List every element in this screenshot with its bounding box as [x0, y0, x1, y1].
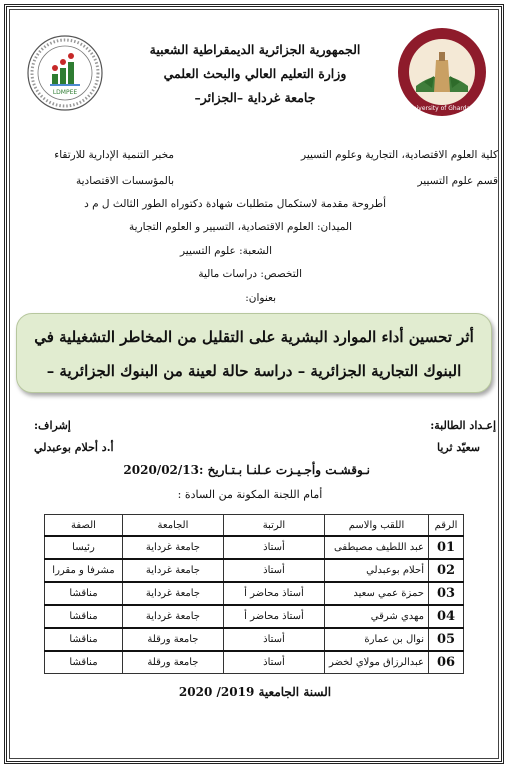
table-row: [45, 605, 464, 628]
header-university: الجامعة: [122, 515, 223, 537]
header-rank: الرتبة: [223, 515, 324, 537]
thesis-title-line1: أثر تحسين أداء الموارد البشرية على التقليل من المخاطر التشغيلية في: [34, 328, 474, 346]
ministry-name: وزارة التعليم العالي والبحث العلمي: [163, 66, 347, 81]
row-name: عبد اللطيف مصيطفى: [324, 536, 428, 559]
department-name: قسم علوم التسيير: [417, 175, 498, 187]
row-rank: أستاذ: [223, 559, 324, 582]
row-name: عبدالرزاق مولاي لخضر: [324, 651, 428, 674]
student-label: إعـداد الطالبة:: [430, 419, 496, 432]
thesis-specialty: التخصص: دراسات مالية: [198, 268, 302, 280]
row-university: جامعة غرداية: [122, 536, 223, 559]
university-seal-icon: [396, 26, 488, 118]
lab-seal-caption: LDMPEE: [52, 89, 78, 96]
row-rank: أستاذ محاضر أ: [223, 605, 324, 628]
row-number: 05: [429, 628, 464, 651]
row-name: أحلام بوعبدلي: [324, 559, 428, 582]
row-rank: أستاذ: [223, 536, 324, 559]
committee-table: [44, 514, 464, 674]
thesis-branch: الشعبة: علوم التسيير: [179, 245, 272, 257]
committee-label: أمام اللجنة المكونة من السادة :: [177, 488, 323, 501]
row-university: جامعة غرداية: [122, 559, 223, 582]
row-role: مناقشا: [45, 582, 123, 605]
table-header-row: [45, 515, 464, 537]
table-row: [45, 559, 464, 582]
row-role: مشرفا و مقررا: [45, 559, 123, 582]
republic-name: الجمهورية الجزائرية الديمقراطية الشعبية: [149, 42, 361, 57]
row-name: حمزة عمي سعيد: [324, 582, 428, 605]
header-number: الرقم: [429, 515, 464, 537]
defense-date: نـوقشـت وأجـيـزت عـلنـا بـتـاريخ :2020/02/13: [123, 463, 370, 477]
row-university: جامعة غرداية: [122, 605, 223, 628]
university-name: جامعة غرداية –الجزائر–: [194, 90, 316, 105]
row-rank: أستاذ محاضر أ: [223, 582, 324, 605]
academic-year: السنة الجامعية 2019/ 2020: [178, 685, 332, 699]
row-number: 02: [429, 559, 464, 582]
row-role: مناقشا: [45, 628, 123, 651]
supervisor-name: أ.د أحلام بوعبدلي: [34, 441, 114, 454]
row-number: 06: [429, 651, 464, 674]
lab-seal-icon: [26, 34, 104, 112]
thesis-title-label: بعنوان:: [245, 292, 276, 304]
row-number: 01: [429, 536, 464, 559]
lab-name-line2: بالمؤسسات الاقتصادية: [75, 175, 174, 187]
table-row: [45, 628, 464, 651]
row-role: مناقشا: [45, 605, 123, 628]
row-role: مناقشا: [45, 651, 123, 674]
lab-name-line1: مخبر التنمية الإدارية للارتقاء: [54, 149, 174, 161]
row-university: جامعة ورقلة: [122, 651, 223, 674]
thesis-field: الميدان: العلوم الاقتصادية، التسيير و العلوم التجارية: [129, 221, 352, 233]
university-seal-caption: University of Ghardaia: [408, 105, 476, 112]
thesis-title-box: [16, 313, 492, 393]
thesis-purpose: أطروحة مقدمة لاستكمال متطلبات شهادة دكتوراه الطور الثالث ل م د: [84, 198, 386, 210]
supervisor-label: إشراف:: [34, 419, 71, 432]
row-university: جامعة غرداية: [122, 582, 223, 605]
header-name: اللقب والاسم: [324, 515, 428, 537]
row-name: نوال بن عمارة: [324, 628, 428, 651]
table-row: [45, 651, 464, 674]
row-role: رئيسا: [45, 536, 123, 559]
table-row: [45, 536, 464, 559]
student-name: سعيّد ثريا: [437, 441, 480, 454]
row-number: 04: [429, 605, 464, 628]
row-rank: أستاذ: [223, 628, 324, 651]
row-name: مهدي شرقي: [324, 605, 428, 628]
table-row: [45, 582, 464, 605]
header-role: الصفة: [45, 515, 123, 537]
row-rank: أستاذ: [223, 651, 324, 674]
faculty-name: كلية العلوم الاقتصادية، التجارية وعلوم التسيير: [301, 149, 498, 161]
row-number: 03: [429, 582, 464, 605]
row-university: جامعة ورقلة: [122, 628, 223, 651]
thesis-title-line2: البنوك التجارية الجزائرية – دراسة حالة لعينة من البنوك الجزائرية –: [46, 362, 462, 380]
